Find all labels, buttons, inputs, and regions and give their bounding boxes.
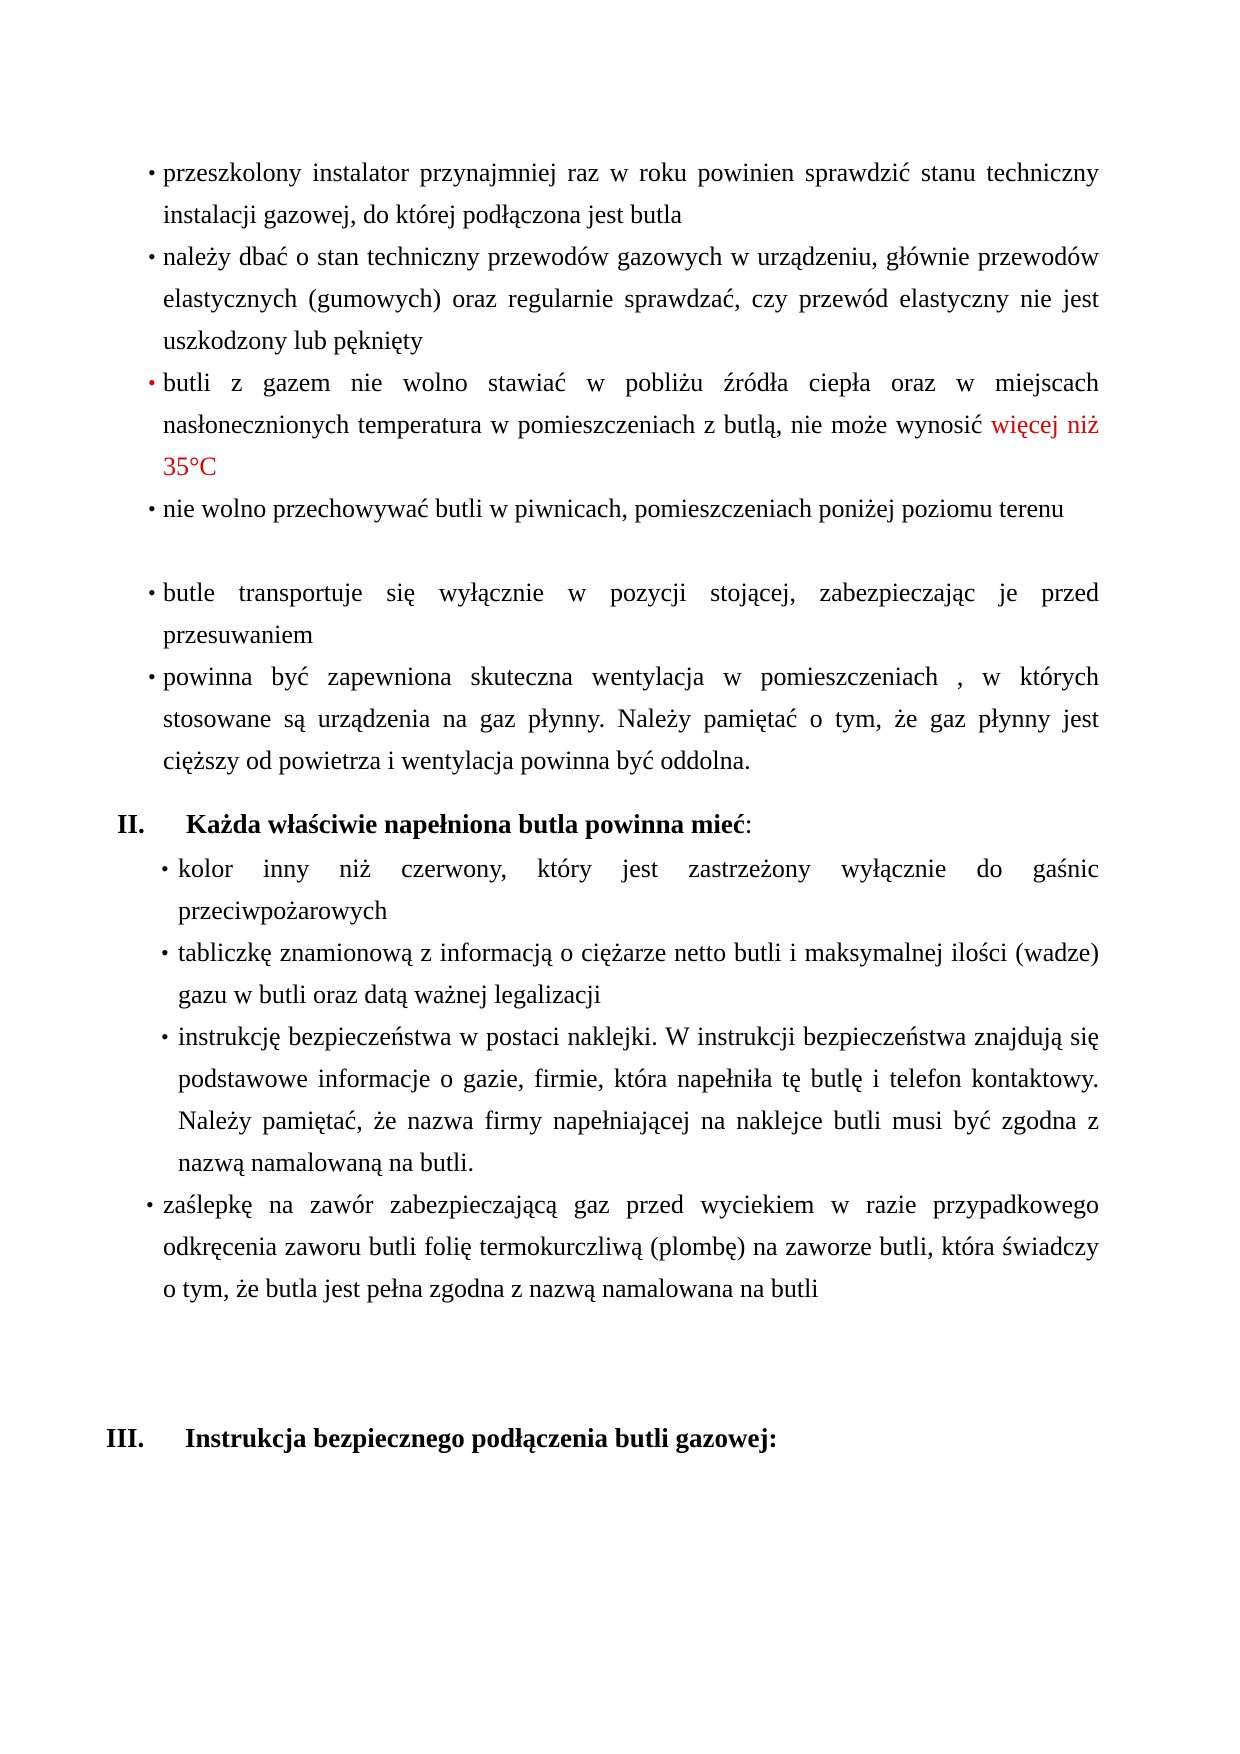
bullet-icon: •	[161, 856, 169, 881]
list-item-text: instrukcję bezpieczeństwa w postaci naklejki. W instrukcji bezpieczeństwa znajdują się podstawowe informacje o gazie, firmie, która napełniła tę butlę i telefon kontaktowy. Należy pamiętać, że nazwa firmy napełniającej na naklejce butli musi być zgodna z nazwą namalowaną na butli.	[178, 1022, 1099, 1177]
list-item	[148, 362, 1100, 488]
bullet-icon: •	[148, 496, 156, 521]
section-number: III.	[106, 1423, 145, 1453]
section-title-text: Każda właściwie napełniona butla powinna mieć	[186, 809, 745, 839]
bullet-icon: •	[161, 1024, 169, 1049]
list-item-text: kolor inny niż czerwony, który jest zastrzeżony wyłącznie do gaśnic przeciwpożarowych	[178, 854, 1099, 925]
list-item	[148, 488, 1099, 530]
bullet-icon: •	[161, 940, 169, 965]
bullet-icon: •	[148, 580, 156, 605]
list-item-text: tabliczkę znamionową z informacją o ciężarze netto butli i maksymalnej ilości (wadze) gazu w butli oraz datą ważnej legalizacji	[178, 938, 1099, 1009]
list-item	[148, 572, 1099, 656]
section-title: Instrukcja bezpiecznego podłączenia butli gazowej:	[185, 1423, 778, 1453]
list-item-text	[163, 362, 1099, 488]
list-item	[161, 932, 1099, 1016]
bullet-icon: •	[146, 1192, 154, 1217]
section-number: II.	[117, 809, 145, 839]
bullet-icon: •	[148, 160, 156, 185]
bullet-icon: •	[148, 370, 156, 395]
bullet-icon: •	[148, 244, 156, 269]
list-item	[148, 152, 1099, 236]
list-item-text: powinna być zapewniona skuteczna wentylacja w pomieszczeniach , w których stosowane są urządzenia na gaz płynny. Należy pamiętać o tym, że gaz płynny jest cięższy od powietrza i wentylacja powinna być oddolna.	[163, 662, 1099, 775]
list-item-text: należy dbać o stan techniczny przewodów gazowych w urządzeniu, głównie przewodów elastycznych (gumowych) oraz regularnie sprawdzać, czy przewód elastyczny nie jest uszkodzony lub pęknięty	[163, 242, 1099, 355]
list-item-text: przeszkolony instalator przynajmniej raz w roku powinien sprawdzić stanu techniczny instalacji gazowej, do której podłączona jest butla	[163, 158, 1099, 229]
list-item-text: zaślepkę na zawór zabezpieczającą gaz przed wyciekiem w razie przypadkowego odkręcenia zaworu butli folię termokurczliwą (plombę) na zaworze butli, która świadczy o tym, że butla jest pełna zgodna z nazwą namalowana na butli	[163, 1190, 1099, 1303]
list-item	[161, 848, 1099, 932]
list-item	[161, 1016, 1099, 1184]
bullet-icon: •	[148, 664, 156, 689]
list-item	[148, 656, 1099, 782]
section-heading	[0, 804, 1240, 844]
temperature-highlight: więcej niż 35°C	[163, 410, 1100, 481]
section-title-colon: :	[744, 809, 753, 839]
list-item	[148, 236, 1099, 362]
list-item-text: nie wolno przechowywać butli w piwnicach, pomieszczeniach poniżej poziomu terenu	[163, 494, 1065, 523]
section-title	[186, 804, 752, 844]
list-item	[146, 1184, 1099, 1310]
section-heading	[0, 1418, 1240, 1458]
list-item-text-main: butli z gazem nie wolno stawiać w pobliżu źródła ciepła oraz w miejscach nasłonecznionych temperatura w pomieszczeniach z butlą, nie może wynosić	[163, 368, 1099, 439]
list-item-text: butle transportuje się wyłącznie w pozycji stojącej, zabezpieczając je przed przesuwaniem	[163, 578, 1099, 649]
